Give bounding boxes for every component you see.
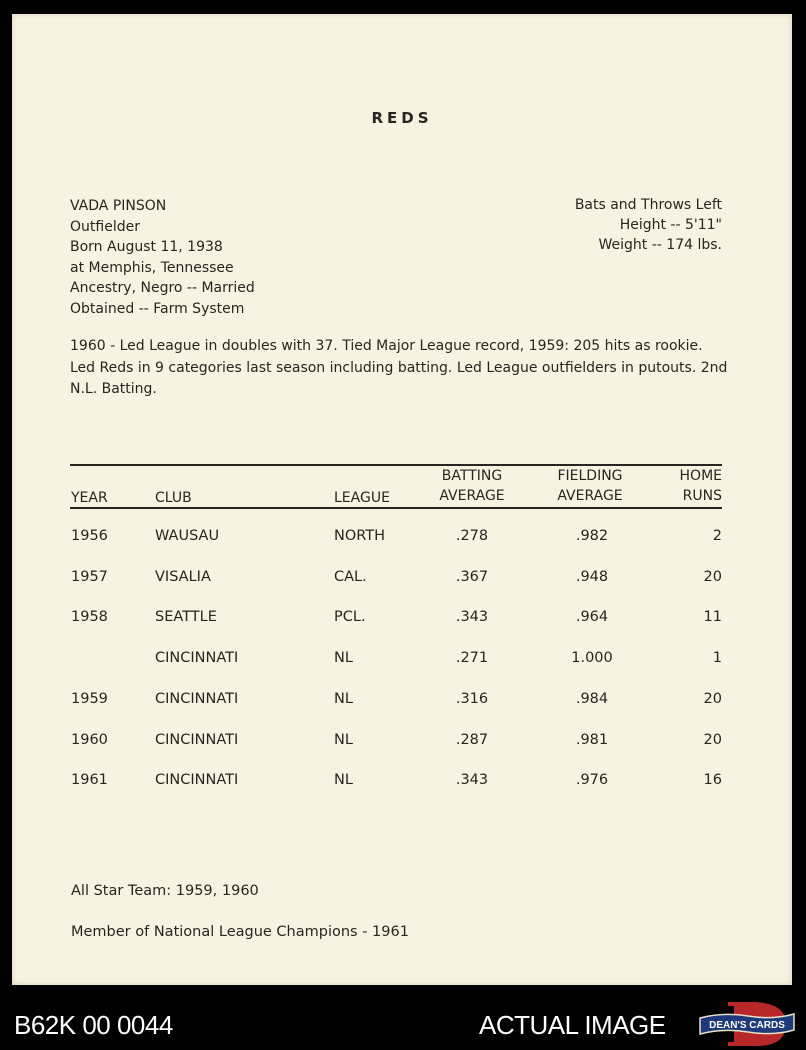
player-ancestry: Ancestry, Negro -- Married [70,280,255,296]
table-row [12,691,792,711]
team-name: REDS [371,109,433,127]
actual-image-label: ACTUAL IMAGE [479,1010,666,1040]
cell-league: NL [334,690,353,707]
cell-year: 1959 [71,690,108,707]
cell-club: CINCINNATI [155,650,239,667]
player-obtained: Obtained -- Farm System [70,300,245,317]
cell-league: NORTH [334,528,386,544]
cell-home-runs: 20 [703,690,722,707]
cell-home-runs: 11 [703,609,722,626]
logo-text: DEAN'S CARDS [709,1020,785,1031]
player-height: Height -- 5'11" [619,217,722,233]
header-batting-line2: AVERAGE [439,488,505,504]
player-physical [575,195,722,255]
cell-fielding-average: .984 [575,690,609,707]
cell-home-runs: 2 [712,528,722,544]
table-row [12,772,792,792]
table-row [12,569,792,589]
table-row [12,732,792,752]
cell-home-runs: 16 [703,772,722,789]
deans-cards-logo [698,1000,796,1048]
cell-year: 1956 [71,528,108,544]
header-batting [422,466,522,506]
cell-year: 1958 [71,609,108,626]
cell-batting-average: .278 [455,528,489,544]
cell-batting-average: .367 [455,568,489,585]
cell-club: VISALIA [155,568,211,585]
player-born: Born August 11, 1938 [70,239,223,255]
table-row [12,528,792,548]
cell-year: 1960 [71,731,108,748]
cell-batting-average: .343 [455,609,489,626]
cell-fielding-average: 1.000 [571,650,613,667]
cell-batting-average: .287 [455,731,489,748]
cell-batting-average: .343 [455,772,489,789]
cell-league: CAL. [334,568,367,585]
player-birthplace: at Memphis, Tennessee [70,259,234,276]
header-hr-line2: RUNS [682,488,722,504]
cell-fielding-average: .982 [575,528,609,544]
player-position: Outfielder [70,218,140,235]
player-bio [70,196,255,319]
item-id: B62K 00 0044 [14,1010,173,1040]
header-club: CLUB [155,490,192,506]
cell-league: NL [334,650,353,667]
cell-club: WAUSAU [155,528,220,544]
career-blurb: 1960 - Led League in doubles with 37. Tied Major League record, 1959: 205 hits as rookie. Led Reds in 9 categories last season including batting. Led League outfielders in putouts. 2nd N.L. Batting. [70,338,728,397]
cell-club: CINCINNATI [155,690,239,707]
cell-year: 1957 [71,568,108,585]
header-hr-line1: HOME [679,468,722,484]
cell-fielding-average: .981 [575,731,609,748]
cell-club: CINCINNATI [155,772,239,789]
all-star-note: All Star Team: 1959, 1960 [71,883,259,899]
header-home-runs [662,466,722,506]
player-name: VADA PINSON [70,198,167,214]
champions-note: Member of National League Champions - 1961 [71,924,409,940]
cell-home-runs: 20 [703,568,722,585]
bats-throws: Bats and Throws Left [574,197,722,213]
cell-fielding-average: .948 [575,568,609,585]
header-fielding-line1: FIELDING [557,468,623,484]
cell-club: CINCINNATI [155,731,239,748]
player-weight: Weight -- 174 lbs. [598,237,722,253]
table-header-rule [70,507,722,509]
cell-fielding-average: .976 [575,772,609,789]
cell-fielding-average: .964 [575,609,609,626]
header-fielding-line2: AVERAGE [557,488,623,504]
header-year: YEAR [71,490,108,506]
cell-league: PCL. [334,609,366,626]
header-fielding [540,466,640,506]
cell-club: SEATTLE [155,609,217,626]
cell-league: NL [334,772,353,789]
cell-home-runs: 20 [703,731,722,748]
cell-year: 1961 [71,772,108,789]
cell-home-runs: 1 [712,650,722,667]
header-batting-line1: BATTING [441,468,503,484]
table-row [12,609,792,629]
card-back [12,14,792,985]
table-row [12,650,792,670]
cell-batting-average: .271 [455,650,489,667]
cell-league: NL [334,731,353,748]
header-league: LEAGUE [334,490,390,506]
cell-batting-average: .316 [455,690,489,707]
